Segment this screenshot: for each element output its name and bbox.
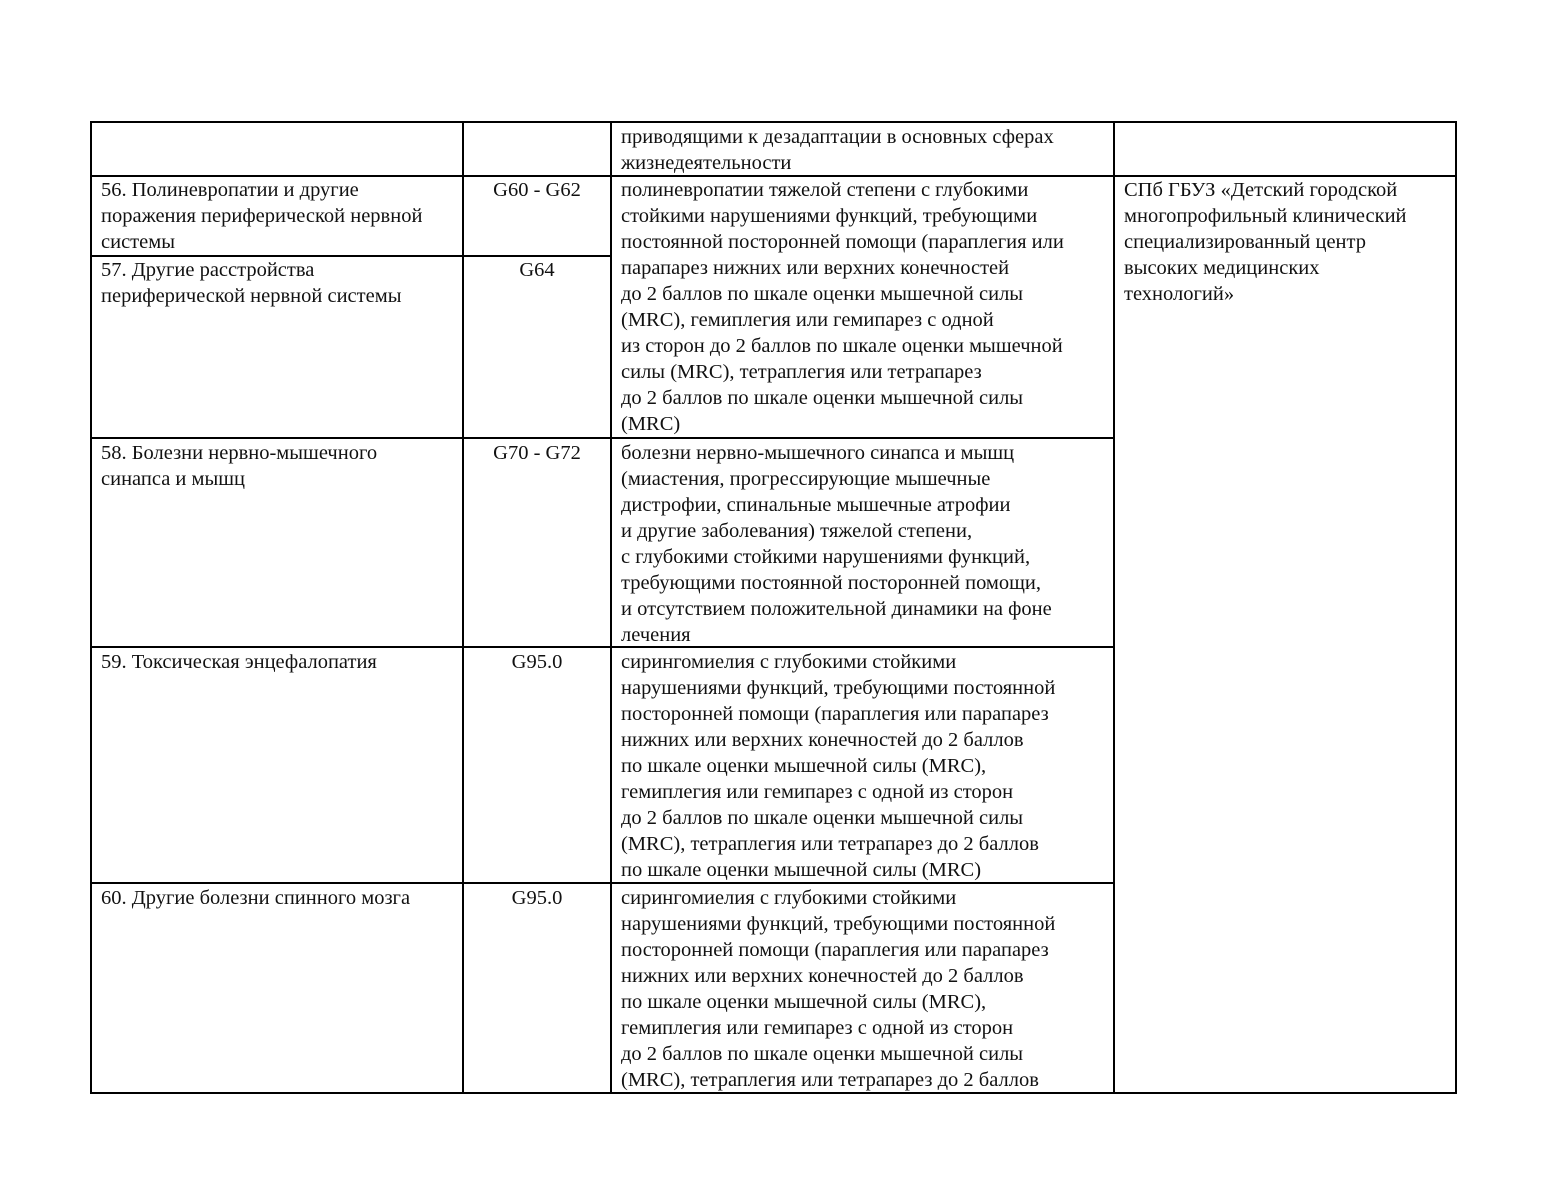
row58-code-cell: G70 - G72	[493, 442, 581, 464]
row56-code-cell: G60 - G62	[493, 179, 581, 201]
rows56-57-description-cell: полиневропатии тяжелой степени с глубокими стойкими нарушениями функций, требующими постоянной посторонней помощи (параплегия или парапарез нижних или верхних конечностей до 2 баллов по шкале оценки мышечной силы (MRC), гемиплегия или гемипарез с одной из сторон до 2 баллов по шкале оценки мышечной силы (MRC), тетраплегия или тетрапарез до 2 баллов по шкале оценки мышечной силы (MRC)	[621, 179, 1064, 435]
row0-description-cell: приводящими к дезадаптации в основных сферах жизнедеятельности	[621, 126, 1054, 174]
row59-name-cell: 59. Токсическая энцефалопатия	[101, 651, 377, 673]
row56-name-cell: 56. Полиневропатии и другие поражения периферической нервной системы	[101, 179, 423, 253]
row60-description-cell: сирингомиелия с глубокими стойкими нарушениями функций, требующими постоянной посторонней помощи (параплегия или парапарез нижних или верхних конечностей до 2 баллов по шкале оценки мышечной силы (MRC), гемиплегия или гемипарез с одной из сторон до 2 баллов по шкале оценки мышечной силы (MRC), тетраплегия или тетрапарез до 2 баллов	[621, 887, 1056, 1091]
row59-description-cell: сирингомиелия с глубокими стойкими нарушениями функций, требующими постоянной посторонней помощи (параплегия или парапарез нижних или верхних конечностей до 2 баллов по шкале оценки мышечной силы (MRC), гемиплегия или гемипарез с одной из сторон до 2 баллов по шкале оценки мышечной силы (MRC), тетраплегия или тетрапарез до 2 баллов по шкале оценки мышечной силы (MRC)	[621, 651, 1056, 881]
row57-code-cell: G64	[519, 259, 555, 281]
row58-description-cell: болезни нервно-мышечного синапса и мышц (миастения, прогрессирующие мышечные дистрофии, спинальные мышечные атрофии и другие заболевания) тяжелой степени, с глубокими стойкими нарушениями функций, требующими постоянной посторонней помощи, и отсутствием положительной динамики на фоне лечения	[621, 442, 1052, 646]
organization-cell: СПб ГБУЗ «Детский городской многопрофильный клинический специализированный центр высоких медицинских технологий»	[1124, 179, 1407, 305]
row60-name-cell: 60. Другие болезни спинного мозга	[101, 887, 411, 909]
row60-code-cell: G95.0	[511, 887, 563, 909]
row59-code-cell: G95.0	[511, 651, 563, 673]
row58-name-cell: 58. Болезни нервно-мышечного синапса и мышц	[101, 442, 378, 490]
row57-name-cell: 57. Другие расстройства периферической нервной системы	[101, 259, 402, 307]
